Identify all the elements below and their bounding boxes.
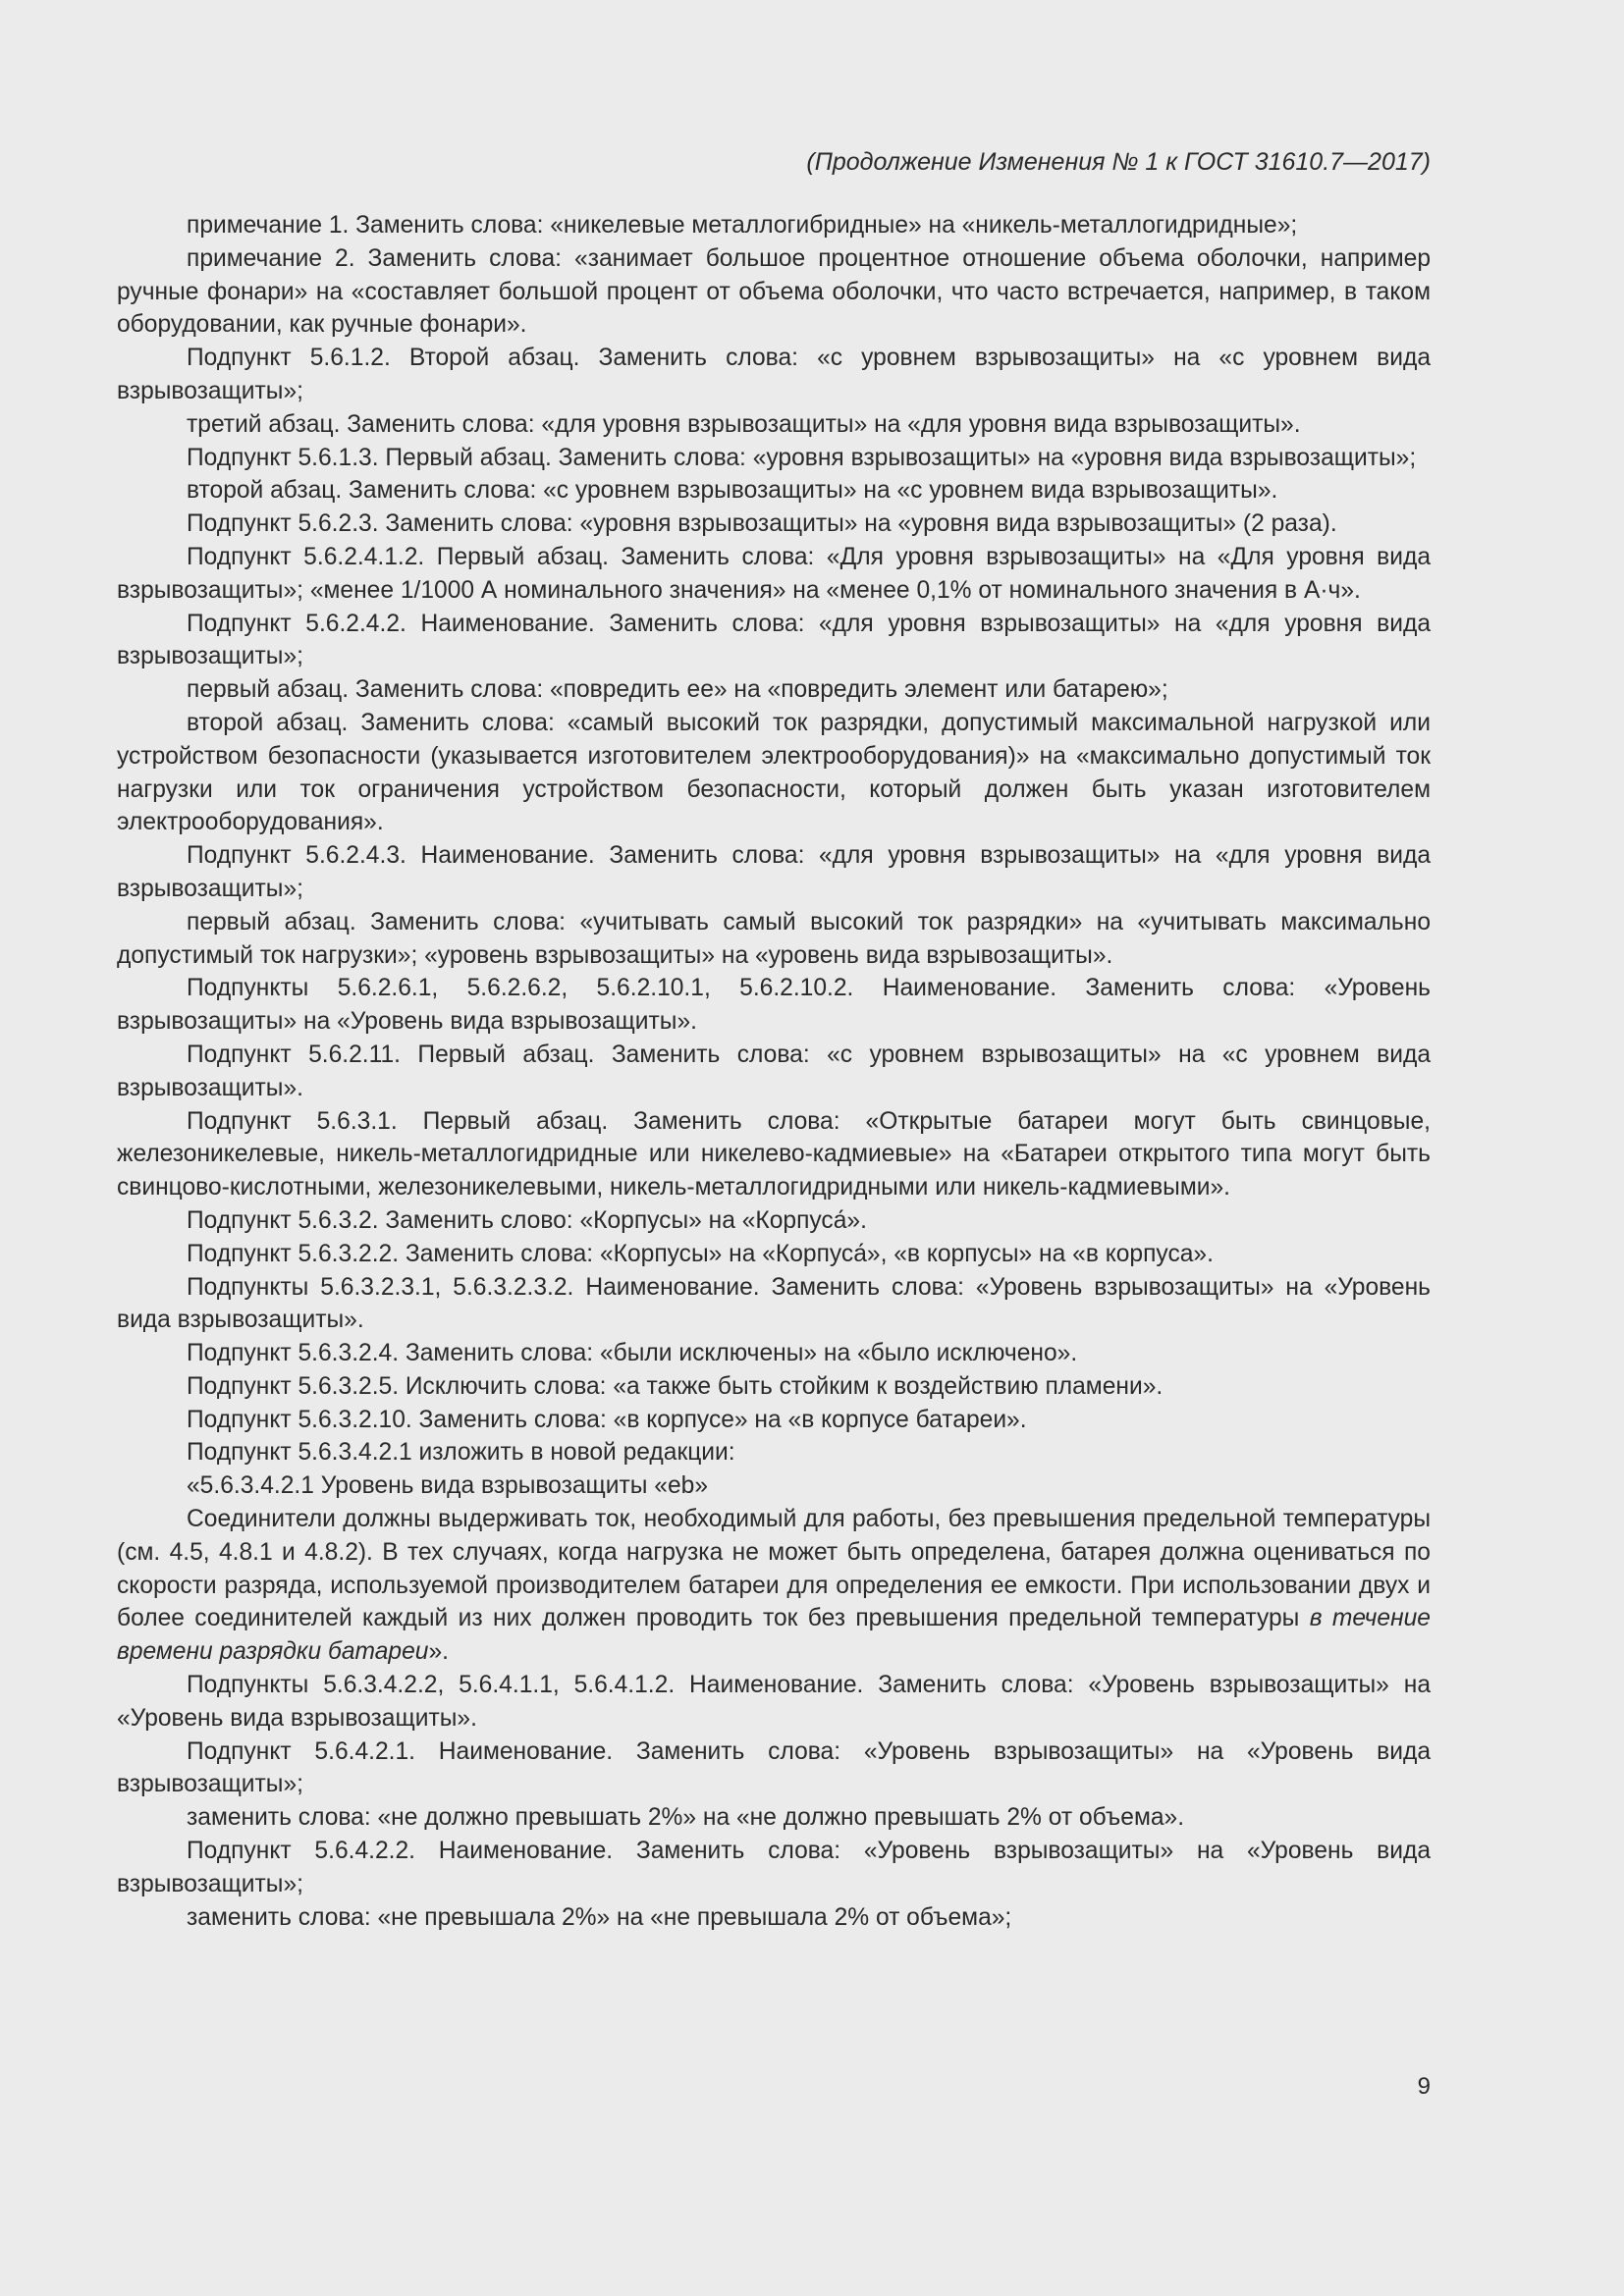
paragraph-tail: ». — [428, 1638, 449, 1666]
paragraph: первый абзац. Заменить слова: «повредить ее» на «повредить элемент или батарею»; — [187, 676, 1168, 704]
paragraph: Подпункт 5.6.2.3. Заменить слова: «уровня взрывозащиты» на «уровня вида взрывозащиты» (2 раза). — [187, 510, 1337, 538]
paragraph: Подпункт 5.6.3.2.5. Исключить слова: «а также быть стойким к воздействию пламени». — [187, 1372, 1164, 1400]
paragraph: первый абзац. Заменить слова: «учитывать самый высокий ток разрядки» на «учитывать максимально допустимый ток нагрузки»; «уровень взрывозащиты» на «уровень вида взрывозащиты». — [117, 908, 1431, 969]
document-body — [117, 209, 1431, 1934]
paragraph: второй абзац. Заменить слова: «с уровнем взрывозащиты» на «с уровнем вида взрывозащиты». — [187, 477, 1278, 505]
paragraph: заменить слова: «не превышала 2%» на «не превышала 2% от объема»; — [187, 1903, 1012, 1931]
paragraph: Подпункт 5.6.2.11. Первый абзац. Заменить слова: «с уровнем взрывозащиты» на «с уровнем вида взрывозащиты». — [117, 1041, 1431, 1101]
paragraph: Подпункт 5.6.4.2.1. Наименование. Заменить слова: «Уровень взрывозащиты» на «Уровень вида взрывозащиты»; — [117, 1737, 1431, 1798]
paragraph: Подпункт 5.6.3.2.10. Заменить слова: «в корпусе» на «в корпусе батареи». — [187, 1406, 1027, 1433]
paragraph: Подпункт 5.6.3.2. Заменить слово: «Корпусы» на «Корпуса́». — [187, 1206, 867, 1234]
paragraph: Подпункт 5.6.1.2. Второй абзац. Заменить слова: «с уровнем взрывозащиты» на «с уровнем вида взрывозащиты»; — [117, 345, 1431, 404]
paragraph: Подпункт 5.6.3.2.2. Заменить слова: «Корпусы» на «Корпуса́», «в корпусы» на «в корпуса». — [187, 1240, 1214, 1267]
running-header: (Продолжение Изменения № 1 к ГОСТ 31610.7—2017) — [806, 148, 1431, 176]
paragraph-with-italic — [117, 1503, 1431, 1669]
paragraph: Подпункты 5.6.3.4.2.2, 5.6.4.1.1, 5.6.4.1.2. Наименование. Заменить слова: «Уровень взрывозащиты» на «Уровень вида взрывозащиты». — [117, 1672, 1431, 1732]
paragraph: Подпункты 5.6.3.2.3.1, 5.6.3.2.3.2. Наименование. Заменить слова: «Уровень взрывозащиты» на «Уровень вида взрывозащиты». — [117, 1273, 1431, 1334]
paragraph: «5.6.3.4.2.1 Уровень вида взрывозащиты «eb» — [187, 1472, 708, 1500]
paragraph: примечание 2. Заменить слова: «занимает большое процентное отношение объема оболочки, например ручные фонари» на «составляет большой процент от объема оболочки, что часто встречается, например, в таком оборудовании, как ручные фонари». — [117, 244, 1431, 339]
paragraph-text: Соединители должны выдерживать ток, необходимый для работы, без превышения предельной температуры (см. 4.5, 4.8.1 и 4.8.2). В тех случаях, когда нагрузка не может быть определена, батарея должна оцениваться по скорости разряда, используемой производителем батареи для определения ее емкости. При использовании двух и более соединителей каждый из них должен проводить ток без превышения предельной температуры — [117, 1506, 1431, 1632]
paragraph: примечание 1. Заменить слова: «никелевые металлогибридные» на «никель-металлогидридные»; — [187, 212, 1298, 239]
paragraph: Подпункт 5.6.3.4.2.1 изложить в новой редакции: — [187, 1439, 735, 1467]
paragraph: третий абзац. Заменить слова: «для уровня взрывозащиты» на «для уровня вида взрывозащиты». — [187, 410, 1301, 438]
paragraph: Подпункты 5.6.2.6.1, 5.6.2.6.2, 5.6.2.10.1, 5.6.2.10.2. Наименование. Заменить слова: «Уровень взрывозащиты» на «Уровень вида взрывозащиты». — [117, 975, 1431, 1036]
italic-phrase: в течение времени разрядки батареи — [117, 1605, 1431, 1666]
paragraph: Подпункт 5.6.3.1. Первый абзац. Заменить слова: «Открытые батареи могут быть свинцовые, железоникелевые, никель-металлогидридные или никелево-кадмиевые» на «Батареи открытого типа могут быть свинцово-кислотными, железоникелевыми, никель-металлогидридными или никель-кадмиевыми». — [117, 1107, 1431, 1201]
paragraph: Подпункт 5.6.1.3. Первый абзац. Заменить слова: «уровня взрывозащиты» на «уровня вида взрывозащиты»; — [187, 444, 1417, 471]
paragraph: заменить слова: «не должно превышать 2%» на «не должно превышать 2% от объема». — [187, 1804, 1185, 1832]
paragraph: Подпункт 5.6.2.4.3. Наименование. Заменить слова: «для уровня взрывозащиты» на «для уровня вида взрывозащиты»; — [117, 842, 1431, 902]
page-number: 9 — [1417, 2073, 1431, 2100]
paragraph: Подпункт 5.6.2.4.2. Наименование. Заменить слова: «для уровня взрывозащиты» на «для уровня вида взрывозащиты»; — [117, 610, 1431, 670]
paragraph: Подпункт 5.6.3.2.4. Заменить слова: «были исключены» на «было исключено». — [187, 1340, 1078, 1367]
paragraph: Подпункт 5.6.2.4.1.2. Первый абзац. Заменить слова: «Для уровня взрывозащиты» на «Для уровня вида взрывозащиты»; «менее 1/1000 А номинального значения» на «менее 0,1% от номинального значения в А·ч». — [117, 543, 1431, 604]
paragraph: второй абзац. Заменить слова: «самый высокий ток разрядки, допустимый максимальной нагрузкой или устройством безопасности (указывается изготовителем электрооборудования)» на «максимально допустимый ток нагрузки или ток ограничения устройством безопасности, который должен быть указан изготовителем электрооборудования». — [117, 709, 1431, 836]
paragraph: Подпункт 5.6.4.2.2. Наименование. Заменить слова: «Уровень взрывозащиты» на «Уровень вида взрывозащиты»; — [117, 1838, 1431, 1897]
